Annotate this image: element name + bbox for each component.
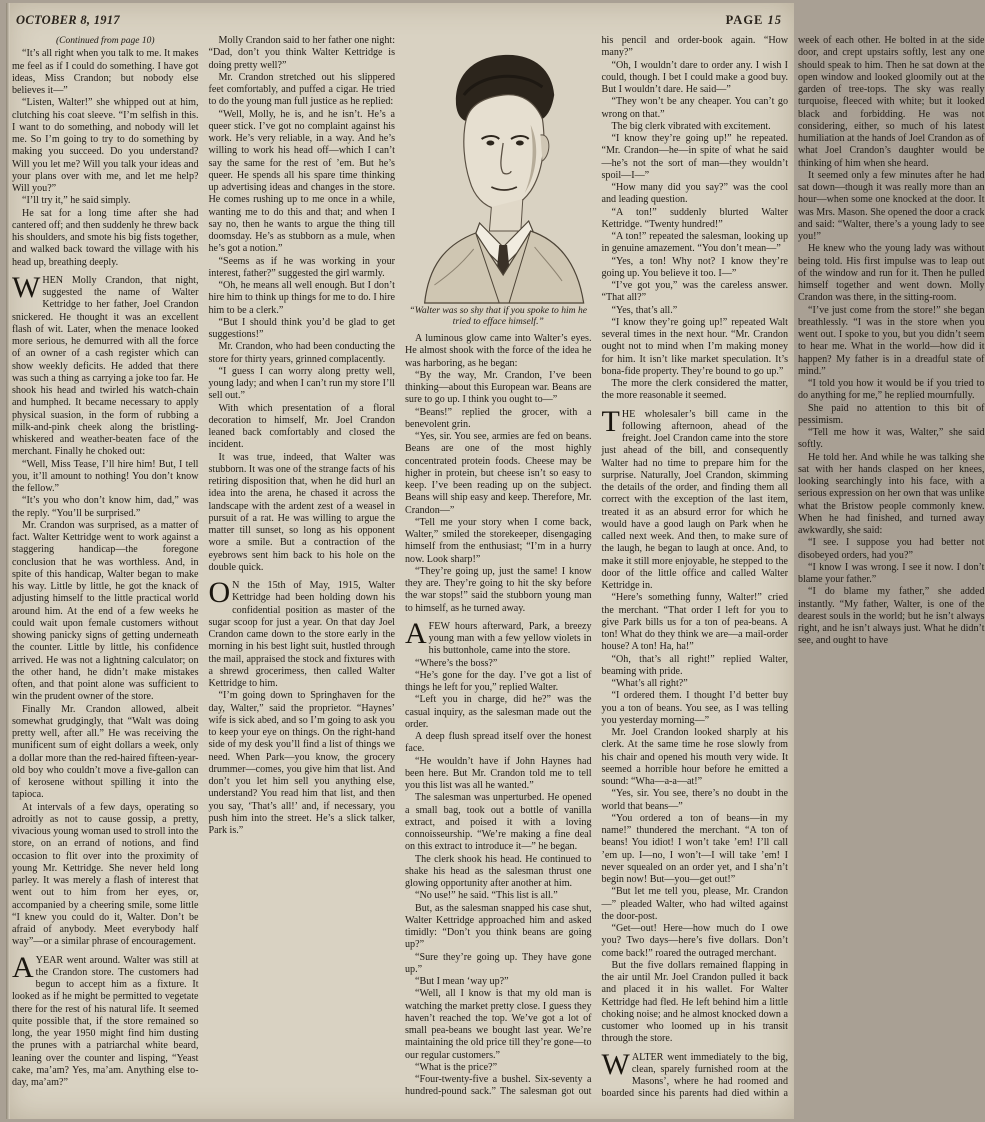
paragraph: Mr. Crandon stretched out his slippered feet comfortably, and puffed a cigar. He tried to do the young man full justice as he replied: — [208, 71, 395, 108]
paragraph: With which presentation of a floral decoration to himself, Mr. Joel Crandon leaned back comfortably and closed the incident. — [208, 402, 395, 451]
paragraph: “How many did you say?” was the cool and leading question. — [601, 182, 788, 206]
paragraph: “But I mean ‘way up?” — [415, 976, 509, 987]
portrait-drawing — [405, 35, 592, 303]
paragraph: “But I should think you’d be glad to get suggestions!” — [208, 316, 395, 340]
paragraph: The salesman was unperturbed. He opened a small bag, took out a bottle of vanilla extract, and poised it with a loving connoisseurship. “We’re making a fine deal on this extract to introduce it—” he began. — [405, 792, 592, 853]
paragraph: “I do blame my father,” she added instantly. “My father, Walter, is one of the dearest souls in the world; but he isn’t always right, and he isn’t always just. What he didn’t see, and ought to have — [798, 586, 985, 647]
paragraph: “What’s all right?” — [611, 678, 688, 689]
paragraph: The more the clerk considered the matter, the more reasonable it seemed. — [601, 378, 788, 402]
article-columns — [12, 35, 985, 1111]
section-opening-paragraph: WALTER went immediately to the big, clean, sparely furnished room at the Masons’, where he had roomed and boarded since his parents had died within a week of each other. He bolted in at the side door, and crept upstairs softly, lest any one should speak to him. Then he sat down at the open window and looked gloomily out at the garden of tree-tops. The sky was really turquoise, fleeced with white; but it looked black and forbidding. He was not considering, either, so much of his latest humiliation at the hands of Joel Crandon as of what Joel Crandon’s daughter would be thinking of him when she heard. — [601, 35, 985, 1100]
paragraph: “Oh, he means all well enough. But I don’t hire him to think up things for me to do. I hire him to be a clerk.” — [208, 280, 395, 316]
paragraph: The big clerk vibrated with excitement. — [611, 120, 771, 132]
paragraph: A deep flush spread itself over the honest face. — [405, 731, 592, 755]
paragraph: “Yes, sir. You see, there’s no doubt in the world that beans—” — [601, 788, 788, 812]
paragraph: “I told you how it would be if you tried to do anything for me,” he replied mournfully. — [798, 378, 985, 402]
paragraph: “What is the price?” — [415, 1061, 498, 1073]
magazine-page — [6, 3, 985, 1119]
issue-date: OCTOBER 8, 1917 — [16, 13, 120, 27]
page-edge — [6, 3, 10, 1119]
paragraph: “Well, all I know is that my old man is watching the market pretty close. I guess they haven’t reached the top. We’ve got a lot of small pea-beans we bought last year. We’re maintaining the old price till they’re gone—to our regular customers.” — [405, 988, 592, 1061]
paragraph: But the five dollars remained flapping in the air until Mr. Joel Crandon pulled it back and placed it in his wallet. For Walter Kettridge had fled. He left behind him a little choking noise; and he almost knocked down a customer who loomed up in his transit through the store. — [601, 959, 788, 1045]
paragraph: He told her. And while he was talking she sat with her hands clasped on her knees, looking searchingly into his face, with a serious expression on her own that was unlike what the Bristow people commonly knew. When he had finished, and turned away awkwardly, she said: — [798, 451, 985, 536]
paragraph: “But let me tell you, please, Mr. Crandon—” pleaded Walter, who had wilted against the door-post. — [601, 886, 788, 922]
section-opening-paragraph: THE wholesaler’s bill came in the following afternoon, ahead of the freight. Joel Crandon came into the store just ahead of the bill, and consequently Walter had no time to prepare him for the surprise. Naturally, Joel Crandon, skimming the details of the order, and finding them all correct with the exception of the last item, treated it as an absurd error for which he would have a good laugh on Park when he called next week. And then, to make sure of the laugh, he began to laugh at once. And, to make it still more enjoyable, he stepped to the door of the little office and called Walter Kettridge in. — [601, 404, 788, 591]
paragraph: Finally Mr. Crandon allowed, albeit somewhat grudgingly, that “Walt was doing pretty well, after all.” He was receiving the munificent sum of eight dollars a week, only a dollar more than the red-haired fifteen-year-old boy who couldn’t move a five-gallon can of kerosene without spilling it into the tapioca. — [12, 703, 199, 801]
paragraph: “I know they’re going up!” repeated Walt several times in the next hour. “Mr. Crandon ought not to mind when I’m making money for him. It isn’t like market speculation. It’s bona-fide property. They’re bound to go up.” — [601, 316, 788, 377]
drop-cap: W — [12, 270, 41, 304]
paragraph: “Listen, Walter!” she whipped out at him, clutching his coat sleeve. “I’m selfish in this. I want to do something, and nobody will let me. So I’m going to try to do something by making you succeed. Do you understand? Will you let me? Will you talk your ideas and your plans over with me, and let me help? Will you?” — [12, 97, 199, 194]
paragraph: “Oh, that’s all right!” replied Walter, beaming with pride. — [601, 653, 788, 677]
paragraph: She paid no attention to this bit of pessimism. — [798, 402, 985, 426]
paragraph: “No use!” he said. “This list is all.” — [415, 890, 558, 902]
paragraph: Mr. Crandon, who had been conducting the store for thirty years, grinned complacently. — [208, 341, 395, 365]
drop-cap: T — [601, 404, 620, 438]
paragraph: “I’m going down to Springhaven for the day, Walter,” said the proprietor. “Haynes’ wife is sick abed, and so I’m going to ask you to keep your eye on things. On the right-hand side of my desk you’ll find a list of things we need. When Park—you know, the grocery drummer—comes, you give him that list. And don’t you let him sell you anything else, understand? You read him that list, and then you say, ‘That’s all!’ and, if necessary, you push him into the street. He’s a slick talker, Park is.” — [208, 690, 395, 836]
paragraph: “He’s gone for the day. I’ve got a list of things he left for you,” replied Walter. — [405, 669, 592, 693]
paragraph: “Where’s the boss?” — [415, 657, 498, 669]
drop-cap: A — [12, 950, 34, 984]
paragraph: “By the way, Mr. Crandon, I’ve been thinking—about this European war. Beans are sure to go up. I think you ought to—” — [405, 369, 592, 406]
paragraph: He sat for a long time after she had cantered off; and then suddenly he threw back his shoulders, and smote his big fists together, and walked back toward the village with his head up, breathing deeply. — [12, 207, 199, 268]
paragraph: Mr. Joel Crandon looked sharply at his clerk. At the same time he rose slowly from his chair and opened his mouth very wide. It seemed a horrible hour before he emitted a sound: “Wha—a-a—at!” — [601, 727, 788, 787]
paragraph: “I know I was wrong. I see it now. I don’t blame your father.” — [798, 561, 985, 585]
paragraph: “Well, Miss Tease, I’ll hire him! But, I tell you, it’ll amount to nothing! You don’t know the fellow.” — [12, 458, 199, 494]
paragraph: “I’ll try it,” he said simply. — [22, 195, 131, 207]
paragraph: “A ton!” repeated the salesman, looking up in genuine amazement. “You don’t mean—” — [601, 231, 788, 255]
page-number: 15 — [767, 13, 782, 27]
paragraph: “Yes, a ton! Why not? I know they’re going up. You believe it too. I—” — [601, 255, 788, 279]
section-opening-paragraph: A FEW hours afterward, Park, a breezy young man with a few yellow violets in his buttonhole, came into the store. — [405, 616, 592, 657]
drop-cap: O — [208, 576, 231, 609]
paragraph: “Beans!” replied the grocer, with a benevolent grin. — [405, 406, 592, 430]
section-opening-paragraph: O N the 15th of May, 1915, Walter Kettridge had been holding down his confidential position as master of the sugar scoop for just a year. On that day Joel Crandon came down to the store early in the morning in his best light suit, hustled through the mail, appraised the stock and fixtures with a shrewd grocerimess, then called Walter Kettridge to him. — [208, 576, 395, 689]
paragraph: It was true, indeed, that Walter was stubborn. It was one of the strange facts of his retiring disposition that, when he did hurl an idea into the arena, he chased it across the landscape with the ardent zest of a weasel in pursuit of a rat. He was willing to argue the matter till sunset, so long as his opponent wore a smile. But a contraction of the eyebrows sent him back to his hole on the double quick. — [208, 451, 395, 573]
illustration-caption: “Walter was so shy that if you spoke to him he tried to efface himself.” — [409, 305, 588, 327]
paragraph: But, as the salesman snapped his case shut, Walter Kettridge approached him and asked timidly: “Don’t you think beans are going up?” — [405, 902, 592, 951]
paragraph: “I know they’re going up!” he repeated. “Mr. Crandon—he—in spite of what he said—he’s not the sort of man—they wouldn’t spoil—I—” — [601, 133, 788, 181]
paragraph: “I’ve just come from the store!” she began breathlessly. “I was in the store when you went out. I spoke to you, but you didn’t seem to hear me. What in the world—how did it happen? My father is in a dreadful state of mind.” — [798, 304, 985, 377]
paragraph: “You ordered a ton of beans—in my name!” thundered the merchant. “A ton of beans! You idiot! I won’t take ’em! I’ll call ’em up. I—no, I won’t—I will take ’em! I never squealed on an order yet, and I sha’n’t begin now! But—you—get out!” — [601, 812, 788, 885]
section-opening-paragraph: WHEN Molly Crandon, that night, suggested the name of Walter Kettridge to her father, Joel Crandon snickered. He thought it was an excellent flash of wit. Later, when the menace looked more serious, he demurred with all the force of an owner of a cash register which can show weekly deficits. He added that there was such a thing as carrying a joke too far. He shook his head and twirled his watch-chain and humphed. It became necessary to apply physical suasion, in the form of rubbing a milk-and-pink cheek along the bristling-whiskered and weather-beaten face of the merchant. Finally he choked out: — [12, 270, 199, 458]
paragraph: “Tell me your story when I come back, Walter,” smiled the storekeeper, disengaging himself from the enthusiast; “I’m in a hurry now. Look sharp!” — [405, 516, 592, 565]
page-number-label: PAGE 15 — [725, 13, 782, 27]
paragraph: “I’ve got you,” was the careless answer. “That all?” — [601, 280, 788, 304]
page-header — [16, 13, 782, 31]
paragraph: “Seems as if he was working in your interest, father?” suggested the girl warmly. — [208, 255, 395, 279]
paragraph: “Get—out! Here—how much do I owe you? Two days—here’s five dollars. Don’t come back!” roared the outraged merchant. — [601, 923, 788, 959]
section-opening-paragraph: AYEAR went around. Walter was still at the Crandon store. The customers had begun to accept him as a fixture. It looked as if he might be permitted to vegetate there for the rest of his natural life. It seemed quite possible that, if the store remained so long, the year 1950 might find him dusting the prunes with a patriarchal white beard, leaning over the counter and lisping, “Yeast cake, ma’am? Yes, ma’am. Anything else to-day, ma’am?” — [12, 950, 199, 1088]
paragraph: “Yes, that’s all.” — [611, 304, 678, 316]
paragraph: “Tell me how it was, Walter,” she said softly. — [798, 427, 985, 451]
paragraph: “They’re going up, just the same! I know they are. They’re going to hit the sky before the war stops!” said the stubborn young man to himself, as he turned away. — [405, 565, 592, 614]
paragraph: “Four-twenty-five a bushel. Six-seventy a hundred-pound sack.” The salesman got out his pencil and order-book again. “How many?” — [405, 35, 788, 1098]
continued-note: (Continued from page 10) — [55, 36, 155, 46]
drop-cap: W — [601, 1047, 630, 1081]
paragraph: “He wouldn’t have if John Haynes had been here. But Mr. Crandon told me to tell you this list was all he wanted.” — [405, 755, 592, 791]
paragraph: A luminous glow came into Walter’s eyes. He almost shook with the force of the idea he was harboring, as he began: — [405, 333, 592, 369]
paragraph: Mr. Crandon was surprised, as a matter of fact. Walter Kettridge went to work against a staggering handicap—the foregone conclusion that he was worthless. And, in spite of this handicap, Walter began to make his way. Little by little, he got the knack of adjusting himself to the little practical world around him. At the end of a few weeks he could wait upon female customers without showing panicky signs of getting underneath the counter. Little by little, his confidence arrived. He was not a lightning calculator; on the other hand, he didn’t make mistakes often, and that point alone was sufficient to win the prudent owner of the store. — [12, 519, 199, 703]
paragraph: He knew who the young lady was without being told. His first impulse was to leap out of the window and run for it. Then he pulled himself together and went down. Molly Crandon was there, in the sitting-room. — [798, 243, 985, 304]
paragraph: “Sure they’re going up. They have gone up.” — [405, 951, 592, 975]
paragraph: It seemed only a few minutes after he had sat down—though it was really more than an hour—when some one knocked at the door. It was Mrs. Mason. She opened the door a crack and said: “Walter, there’s a young lady to see you!” — [798, 169, 985, 242]
paragraph: “A ton!” suddenly blurted Walter Kettridge. “Twenty hundred!” — [601, 206, 788, 230]
paragraph: “Oh, I wouldn’t dare to order any. I wish I could, though. I bet I could make a good buy. But I wouldn’t dare. He said—” — [601, 59, 788, 95]
paragraph: “Well, Molly, he is, and he isn’t. He’s a queer stick. I’ve got no complaint against his work. He’s very reliable, in a way. And he’s willing to work his head off—which I can’t say the same for the rest of ’em. But he’s queer. He spends all his spare time thinking up advertising ideas and changes in the store. He comes rushing up to me once in a while, wanting me to do this and that; and when I say no, then he wants to argue the thing till doomsday. He’s as stubborn as a mule, when he’s got a notion.” — [208, 108, 395, 255]
paragraph: “I see. I suppose you had better not disobeyed orders, had you?” — [798, 537, 985, 561]
paragraph: “They won’t be any cheaper. You can’t go wrong on that.” — [601, 96, 788, 120]
paragraph: “It’s all right when you talk to me. It makes me feel as if I could do something. I have got ideas, Miss Crandon; but nobody else believes it—” — [12, 48, 199, 96]
paragraph: “I guess I can worry along pretty well, young lady; and when I can’t run my store I’ll sell out.” — [208, 365, 395, 402]
paragraph: “It’s you who don’t know him, dad,” was the reply. “You’ll be surprised.” — [12, 495, 199, 519]
paragraph: At intervals of a few days, operating so adroitly as not to cause gossip, a pretty, vivacious young woman used to stroll into the store, on an errand of notions, and find occasion to flit over into the proximity of young Mr. Kettridge. She never held long parley. It was merely a flash of interest that went out to him from her eyes, or, accompanied by a cheering smile, some little “I knew you could do it, Walter. Don’t be afraid of anybody. Meet everybody half way”—or a similar phrase of encouragement. — [12, 801, 199, 948]
paragraph: “I ordered them. I thought I’d better buy you a ton of beans. You see, as I was telling you yesterday morning—” — [601, 690, 788, 726]
portrait-illustration — [405, 35, 592, 327]
paragraph: “Yes, sir. You see, armies are fed on beans. Beans are one of the most highly concentrated protein foods. Cheese may be higher in protein, but cheese isn’t so easy to keep. I’ve been reading up on the subject. Beans will ship easy and keep. Therefore, Mr. Crandon—” — [405, 431, 592, 516]
paragraph: “Here’s something funny, Walter!” cried the merchant. “That order I left for you to give Park bills us for a ton of pea-beans. A ton! What do they think we are—a mail-order house? A ton! Ha, ha!” — [601, 592, 788, 653]
paragraph: “Left you in charge, did he?” was the casual inquiry, as the salesman made out the order. — [405, 694, 592, 730]
paragraph: Molly Crandon said to her father one night: “Dad, don’t you think Walter Kettridge is doing pretty well?” — [208, 35, 395, 71]
paragraph: The clerk shook his head. He continued to shake his head as the salesman thrust one glowing opportunity after another at him. — [405, 853, 592, 889]
drop-cap: A — [405, 616, 427, 650]
